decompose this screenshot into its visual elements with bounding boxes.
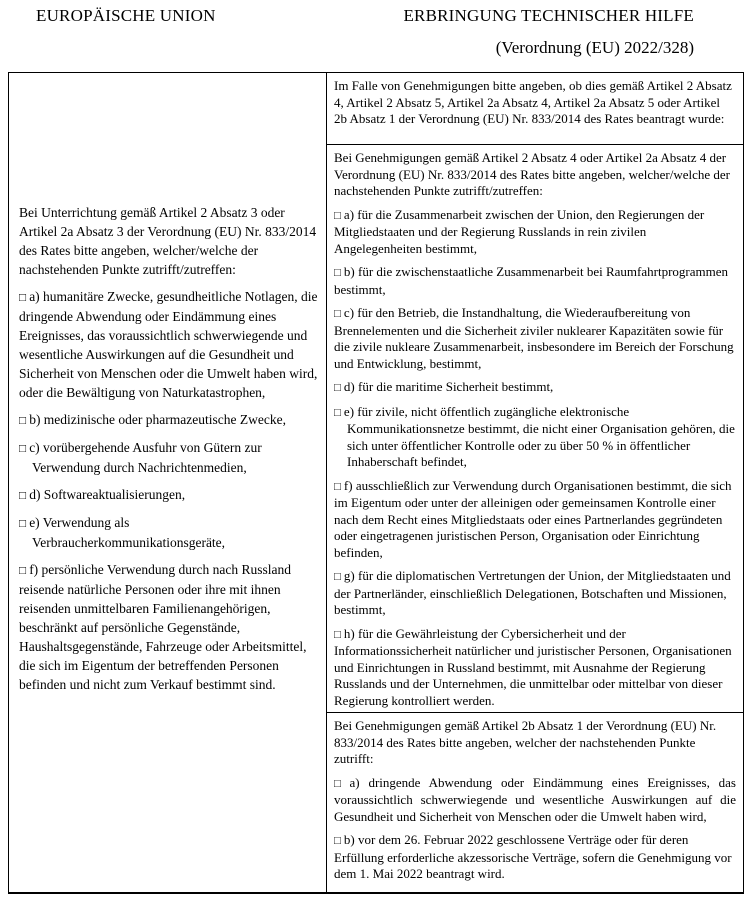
checkbox-icon: □	[19, 441, 27, 455]
document-header	[0, 0, 751, 72]
checkbox-icon: □	[334, 267, 341, 279]
checkbox-icon: □	[334, 209, 341, 222]
checkbox-icon: □	[19, 413, 27, 427]
intro-text: Im Falle von Genehmigungen bitte angeben, ob dies gemäß Artikel 2 Absatz 4, Artikel 2 Absatz 5, Artikel 2a Absatz 4, Artikel 2a Absatz 5 oder Artikel 2b Absatz 1 der Verordnung (EU) Nr. 833/2014 des Rates beantragt wurde:	[334, 78, 732, 126]
item-text: a) für die Zusammenarbeit zwischen der Union, den Regierungen der Mitgliedstaaten und der Regierung Russlands in rein zivilen Angelegenheiten bestimmt,	[334, 206, 705, 256]
checkbox-icon: □	[19, 290, 27, 304]
item-text: h) für die Gewährleistung der Cybersicherheit und der Informationssicherheit natürlicher und juristischer Personen, Organisationen und Einrichtungen in Russland bestimmt, mit Ausnahme der Regierung Russlands und der Unternehmen, die unmittelbar oder mittelbar von dieser Regierung kontrolliert werden.	[334, 625, 732, 708]
authorisation-request-cell	[327, 73, 743, 144]
org-title: EUROPÄISCHE UNION	[36, 6, 216, 25]
item-text: f) ausschließlich zur Verwendung durch Organisationen bestimmt, die sich im Eigentum oder unter der alleinigen oder gemeinsamen Kontrolle einer nach dem Recht eines Mitgliedstaats oder eines Partnerlandes gegründeten oder eingetragenen juristischen Person, Organisation oder Einrichtung befinden,	[334, 477, 732, 560]
authorisation-column	[327, 73, 743, 892]
checkbox-icon: □	[334, 382, 341, 394]
intro-text: Bei Unterrichtung gemäß Artikel 2 Absatz 3 oder Artikel 2a Absatz 3 der Verordnung (EU) Nr. 833/2014 des Rates bitte angeben, welcher/welche der nachstehenden Punkte zutrifft/zutreffen:	[19, 205, 317, 277]
checkbox-icon: □	[334, 480, 341, 493]
item-text: d) Softwareaktualisierungen,	[29, 487, 186, 502]
notification-cell	[9, 73, 327, 892]
item-text: b) für die zwischenstaatliche Zusammenarbeit bei Raumfahrtprogrammen bestimmt,	[334, 264, 728, 297]
checkbox-icon: □	[334, 308, 341, 320]
item-text: c) für den Betrieb, die Instandhaltung, die Wiederaufbereitung von Brennelementen und die Sicherheit ziviler nuklearer Kapazitäten sowie für die zivile nukleare Zusammenarbeit, insbesondere im Bereich der Forschung und Entwicklung, bestimmt,	[334, 305, 734, 371]
article2b-1-cell	[327, 712, 743, 892]
item-text: a) humanitäre Zwecke, gesundheitliche Notlagen, die dringende Abwendung oder Eindämmung eines Ereignisses, das voraussichtlich schwerwiegende und wesentliche Auswirkungen auf die Gesundheit und Sicherheit von Menschen oder die Umwelt haben wird, oder die Bewältigung von Naturkatastrophen,	[19, 289, 318, 400]
checkbox-item-e	[334, 404, 736, 471]
item-text: e) für zivile, nicht öffentlich zugängliche elektronische Kommunikationsnetze bestimmt, die nicht einer Organisation gehören, die sich unter öffentlicher Kontrolle oder zu über 50 % in öffentlicher Inhaberschaft befindet,	[343, 403, 735, 469]
checkbox-item-a	[334, 775, 736, 826]
intro-text: Bei Genehmigungen gemäß Artikel 2 Absatz 4 oder Artikel 2a Absatz 4 der Verordnung (EU) Nr. 833/2014 des Rates bitte angeben, welcher/welche der nachstehenden Punkte zutrifft/zutreffen:	[334, 150, 731, 198]
item-text: b) vor dem 26. Februar 2022 geschlossene Verträge oder für deren Erfüllung erforderliche akzessorische Verträge, sofern die Genehmigung vor dem 1. Mai 2022 beantragt wird.	[334, 832, 732, 881]
item-text: g) für die diplomatischen Vertretungen der Union, der Mitgliedstaaten und der Partnerländer, einschließlich Delegationen, Botschaften und Missionen, bestimmt,	[334, 568, 731, 617]
checkbox-item-f	[334, 478, 736, 562]
checkbox-item-b	[334, 832, 736, 883]
checkbox-item-f	[19, 560, 318, 694]
checkbox-item-g	[334, 568, 736, 619]
item-text: e) Verwendung als Verbraucherkommunikationsgeräte,	[29, 515, 226, 550]
checkbox-item-c	[334, 305, 736, 372]
article2-4-cell	[327, 144, 743, 712]
checkbox-icon: □	[334, 777, 347, 790]
checkbox-item-e	[19, 513, 318, 552]
document-title: ERBRINGUNG TECHNISCHER HILFE	[403, 6, 694, 25]
checkbox-item-h	[334, 626, 736, 710]
intro-text: Bei Genehmigungen gemäß Artikel 2b Absatz 1 der Verordnung (EU) Nr. 833/2014 des Rates bitte angeben, welcher der nachstehenden Punkte zutrifft:	[334, 718, 717, 766]
item-text: b) medizinische oder pharmazeutische Zwecke,	[29, 412, 286, 427]
item-text: f) persönliche Verwendung durch nach Russland reisende natürliche Personen oder ihre mit ihnen reisenden unmittelbaren Familienangehörigen, beschränkt auf persönliche Gegenstände, Haushaltsgegenstände, Fahrzeuge oder Arbeitsmittel, die sich im Eigentum der betreffenden Personen befinden und nicht zum Verkauf bestimmt sind.	[19, 562, 307, 692]
checkbox-item-d	[334, 379, 736, 397]
item-text: c) vorübergehende Ausfuhr von Gütern zur Verwendung durch Nachrichtenmedien,	[29, 440, 262, 475]
checkbox-icon: □	[19, 488, 27, 502]
item-text: d) für die maritime Sicherheit bestimmt,	[343, 379, 554, 394]
checkbox-icon: □	[334, 406, 341, 419]
document-title-block	[403, 6, 694, 58]
checkbox-icon: □	[334, 571, 341, 583]
regulation-reference: (Verordnung (EU) 2022/328)	[495, 38, 694, 57]
form-table	[8, 72, 744, 894]
checkbox-icon: □	[19, 563, 27, 577]
checkbox-item-a	[334, 207, 736, 258]
checkbox-item-d	[19, 485, 318, 505]
checkbox-icon: □	[334, 628, 341, 641]
checkbox-icon: □	[19, 516, 27, 530]
checkbox-item-a	[19, 287, 318, 402]
checkbox-item-c	[19, 438, 318, 477]
checkbox-item-b	[19, 410, 318, 430]
checkbox-item-b	[334, 264, 736, 298]
item-text: a) dringende Abwendung oder Eindämmung eines Ereignisses, das voraussichtlich schwerwiegende und wesentliche Auswirkungen auf die Gesundheit und Sicherheit von Menschen oder die Umwelt haben wird,	[334, 774, 736, 824]
checkbox-icon: □	[334, 835, 341, 847]
